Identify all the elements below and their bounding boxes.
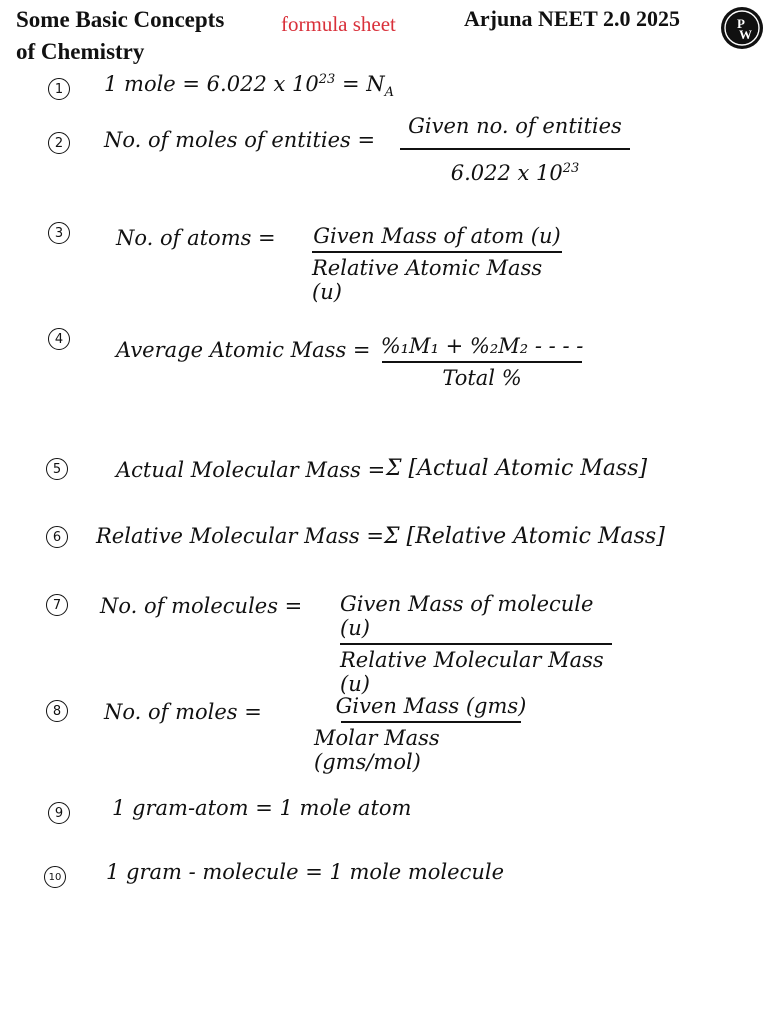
formula-8-fraction — [314, 694, 548, 774]
formula-1-exponent: 23 — [318, 72, 336, 87]
formula-1-subscript: A — [384, 85, 394, 101]
formula-5-lhs: Actual Molecular Mass = — [116, 458, 386, 482]
formula-3-fraction — [312, 224, 562, 304]
formula-number-5: 5 — [46, 458, 68, 480]
formula-6-rhs: Σ [Relative Atomic Mass] — [384, 524, 665, 549]
formula-7-denominator: Relative Molecular Mass (u) — [340, 647, 604, 696]
fraction-bar — [341, 721, 521, 723]
formula-4-lhs: Average Atomic Mass = — [116, 338, 371, 362]
formula-2-fraction — [400, 114, 630, 185]
formula-8-lhs: No. of moles = — [104, 700, 262, 724]
formula-2-lhs: No. of moles of entities = — [104, 128, 376, 152]
formula-number-7: 7 — [46, 594, 68, 616]
formula-9: 1 gram-atom = 1 mole atom — [112, 796, 412, 820]
fraction-bar — [382, 361, 582, 363]
formula-8-denominator: Molar Mass (gms/mol) — [314, 725, 440, 774]
formula-3-denominator: Relative Atomic Mass (u) — [312, 255, 543, 304]
title-line-1: Some Basic Concepts — [16, 7, 225, 32]
formula-number-8: 8 — [46, 700, 68, 722]
formula-number-4: 4 — [48, 328, 70, 350]
title-line-2: of Chemistry — [16, 39, 145, 64]
formula-5-rhs: Σ [Actual Atomic Mass] — [386, 456, 648, 481]
formula-10: 1 gram - molecule = 1 mole molecule — [106, 860, 505, 884]
formula-7-numerator: Given Mass of molecule (u) — [340, 592, 594, 640]
svg-text:W: W — [739, 27, 752, 42]
page-title — [16, 4, 224, 68]
formula-number-1: 1 — [48, 78, 70, 100]
formula-4-denominator: Total % — [442, 365, 522, 390]
formula-7-fraction — [340, 592, 612, 696]
fraction-bar — [400, 148, 630, 150]
formula-number-2: 2 — [48, 132, 70, 154]
formula-number-9: 9 — [48, 802, 70, 824]
formula-number-3: 3 — [48, 222, 70, 244]
formula-3-numerator: Given Mass of atom (u) — [313, 224, 561, 248]
fraction-bar — [340, 643, 612, 645]
formula-sheet-tag: formula sheet — [281, 12, 396, 36]
formula-1-rhs: = N — [335, 72, 385, 96]
formula-8-numerator: Given Mass (gms) — [335, 694, 527, 718]
formula-number-6: 6 — [46, 526, 68, 548]
formula-4-numerator: %₁M₁ + %₂M₂ - - - - — [380, 334, 584, 358]
formula-2-denominator: 6.022 x $10^{23}$ — [450, 160, 580, 185]
formula-2-numerator: Given no. of entities — [408, 114, 622, 138]
pw-logo-icon — [720, 6, 764, 50]
svg-text:P: P — [737, 16, 745, 31]
formula-number-10: 10 — [44, 866, 66, 888]
formula-6-lhs: Relative Molecular Mass = — [96, 524, 384, 548]
formula-1-lhs: 1 mole = 6.022 x 10 — [104, 72, 319, 96]
formula-7-lhs: No. of molecules = — [100, 594, 303, 618]
formula-1 — [104, 72, 394, 100]
course-name: Arjuna NEET 2.0 2025 — [464, 6, 680, 31]
fraction-bar — [312, 251, 562, 253]
formula-3-lhs: No. of atoms = — [116, 226, 276, 250]
formula-4-fraction — [372, 334, 592, 390]
